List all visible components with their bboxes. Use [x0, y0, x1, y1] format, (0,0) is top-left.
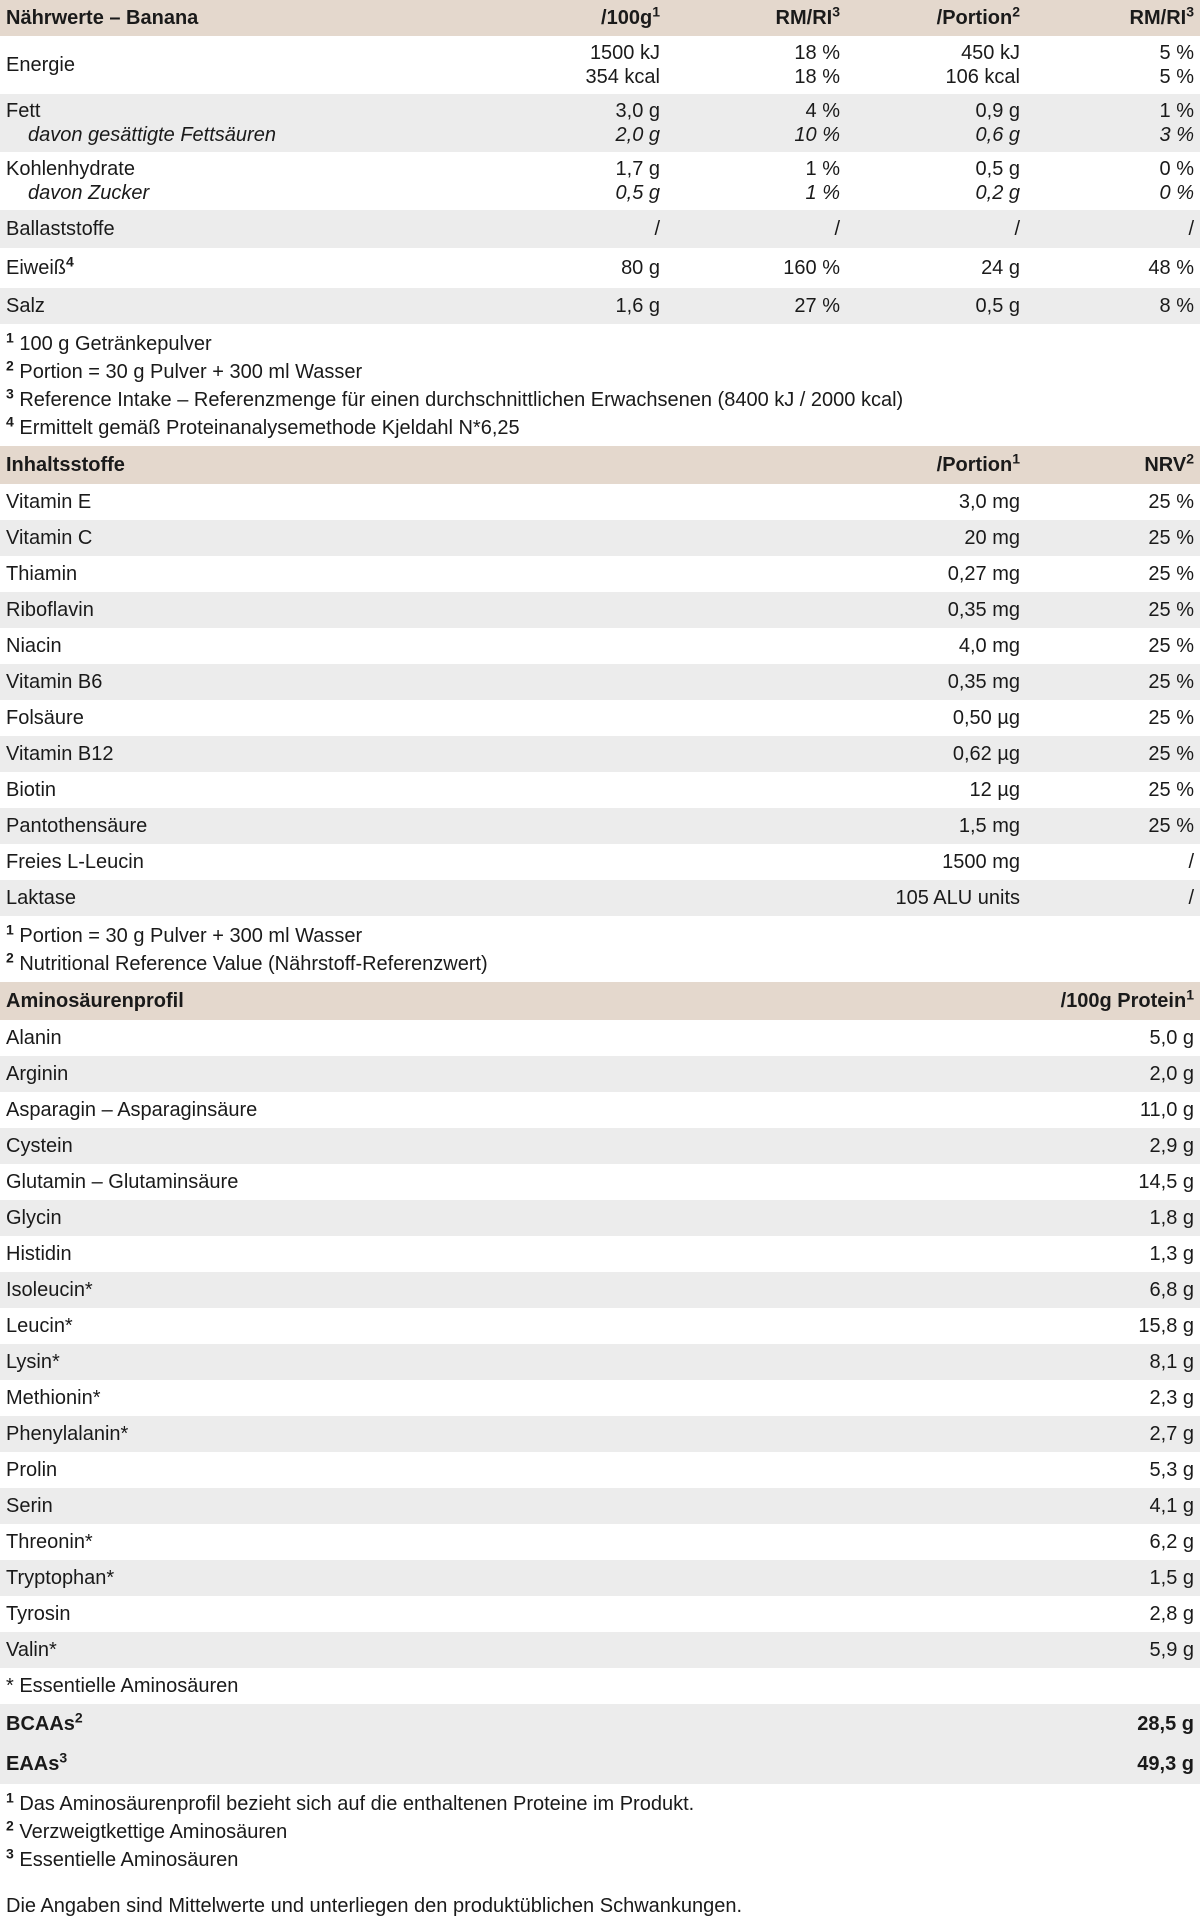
table-row — [0, 736, 1200, 772]
amino-footnotes — [0, 1784, 1200, 1878]
table-row — [0, 1596, 1200, 1632]
amino-value: 6,8 g — [1149, 1278, 1194, 1301]
amino-name: Isoleucin* — [6, 1278, 93, 1301]
amino-acid-table — [0, 982, 1200, 1784]
ingredient-nrv: / — [1188, 886, 1194, 909]
amino-header-row — [0, 982, 1200, 1020]
table-row — [0, 1200, 1200, 1236]
amino-value: 15,8 g — [1138, 1314, 1194, 1337]
col-nrv: NRV$^2$ — [1144, 449, 1194, 476]
table-row — [0, 556, 1200, 592]
ingredient-name: Riboflavin — [6, 598, 94, 621]
cell-value: 5 % 5 % — [1159, 42, 1194, 88]
ingredient-nrv: 25 % — [1148, 598, 1194, 621]
cell-value: 3,0 g 2,0 g — [615, 100, 660, 146]
cell-value: 0 % 0 % — [1159, 158, 1194, 204]
ingredient-portion: 0,62 µg — [952, 742, 1020, 765]
table-row — [0, 1344, 1200, 1380]
amino-value: 1,3 g — [1149, 1242, 1194, 1265]
ingredients-body — [0, 484, 1200, 916]
amino-name: Tyrosin — [6, 1602, 71, 1625]
nutrition-table — [0, 0, 1200, 324]
row-label-salz: Salz — [6, 294, 45, 317]
ingredient-nrv: 25 % — [1148, 526, 1194, 549]
ingredient-name: Biotin — [6, 778, 57, 801]
table-row — [0, 94, 1200, 152]
ingredient-portion: 3,0 mg — [958, 490, 1020, 513]
footnote: $^2$ Portion = 30 g Pulver + 300 ml Wasser — [6, 357, 363, 383]
table-row — [0, 1308, 1200, 1344]
cell-value: 0,9 g 0,6 g — [975, 100, 1020, 146]
cell-value: / — [1014, 217, 1020, 240]
bcaa-value: 28,5 g — [1137, 1712, 1194, 1735]
ingredient-portion: 105 ALU units — [895, 886, 1020, 909]
cell-value: 4 % 10 % — [794, 100, 840, 146]
table-row — [0, 288, 1200, 324]
table-row — [0, 844, 1200, 880]
bcaa-row — [0, 1704, 1200, 1744]
ingredient-nrv: 25 % — [1148, 706, 1194, 729]
amino-name: Leucin* — [6, 1314, 73, 1337]
footnote: $^1$ Das Aminosäurenprofil bezieht sich auf die enthaltenen Proteine im Produkt. — [6, 1789, 695, 1815]
ingredient-name: Niacin — [6, 634, 62, 657]
ingredient-nrv: / — [1188, 850, 1194, 873]
amino-value: 2,0 g — [1149, 1062, 1194, 1085]
nutrition-title: Nährwerte – Banana — [6, 6, 199, 29]
table-row — [0, 484, 1200, 520]
footnote: $^1$ Portion = 30 g Pulver + 300 ml Wasser — [6, 921, 363, 947]
table-row — [0, 248, 1200, 288]
ingredients-header-row — [0, 446, 1200, 484]
ingredient-portion: 0,27 mg — [947, 562, 1020, 585]
table-row — [0, 152, 1200, 210]
table-row — [0, 1380, 1200, 1416]
ingredients-table — [0, 446, 1200, 916]
amino-name: Arginin — [6, 1062, 69, 1085]
amino-name: Lysin* — [6, 1350, 60, 1373]
nutrition-footnotes — [0, 324, 1200, 446]
row-label-fett: Fett davon gesättigte Fettsäuren — [6, 100, 276, 146]
cell-value: 0,5 g — [975, 294, 1020, 317]
col-per-100g-protein: /100g Protein$^1$ — [1060, 985, 1194, 1012]
table-row — [0, 772, 1200, 808]
eaa-label: EAAs$^3$ — [6, 1748, 68, 1775]
amino-value: 5,9 g — [1149, 1638, 1194, 1661]
cell-value: 24 g — [981, 256, 1020, 279]
ingredient-name: Thiamin — [6, 562, 78, 585]
amino-value: 1,8 g — [1149, 1206, 1194, 1229]
footnote: $^2$ Nutritional Reference Value (Nährstoff-Referenzwert) — [6, 949, 488, 975]
footnote: $^3$ Reference Intake – Referenzmenge für einen durchschnittlichen Erwachsenen (8400 kJ / 2000 kcal) — [6, 385, 904, 411]
cell-value: 18 % 18 % — [794, 42, 840, 88]
ingredient-nrv: 25 % — [1148, 490, 1194, 513]
nutrition-header-row — [0, 0, 1200, 36]
ingredient-name: Vitamin B12 — [6, 742, 114, 765]
amino-value: 8,1 g — [1149, 1350, 1194, 1373]
ingredients-title: Inhaltsstoffe — [6, 453, 125, 476]
cell-value: 80 g — [621, 256, 660, 279]
cell-value: 0,5 g 0,2 g — [975, 158, 1020, 204]
ingredient-nrv: 25 % — [1148, 562, 1194, 585]
amino-value: 2,8 g — [1149, 1602, 1194, 1625]
table-row — [0, 664, 1200, 700]
amino-name: Alanin — [6, 1026, 62, 1049]
amino-name: Methionin* — [6, 1386, 101, 1409]
essential-note: * Essentielle Aminosäuren — [6, 1674, 239, 1697]
amino-name: Glycin — [6, 1206, 62, 1229]
amino-name: Tryptophan* — [6, 1566, 115, 1589]
amino-name: Histidin — [6, 1242, 72, 1265]
table-row — [0, 1452, 1200, 1488]
footnote: $^1$ 100 g Getränkepulver — [6, 329, 212, 355]
ingredient-name: Vitamin E — [6, 490, 92, 513]
row-label-ballaststoffe: Ballaststoffe — [6, 217, 115, 240]
cell-value: 1,7 g 0,5 g — [615, 158, 660, 204]
table-row — [0, 1164, 1200, 1200]
amino-name: Valin* — [6, 1638, 57, 1661]
ingredient-portion: 12 µg — [969, 778, 1020, 801]
ingredient-name: Freies L-Leucin — [6, 850, 144, 873]
ingredient-portion: 1500 mg — [942, 850, 1020, 873]
cell-value: 48 % — [1148, 256, 1194, 279]
amino-name: Glutamin – Glutaminsäure — [6, 1170, 239, 1193]
amino-value: 14,5 g — [1138, 1170, 1194, 1193]
eaa-row — [0, 1744, 1200, 1784]
amino-value: 5,3 g — [1149, 1458, 1194, 1481]
table-row — [0, 36, 1200, 94]
cell-value: / — [834, 217, 840, 240]
amino-title: Aminosäurenprofil — [6, 989, 184, 1012]
ingredient-name: Vitamin C — [6, 526, 93, 549]
col-per-portion: /Portion$^1$ — [936, 449, 1020, 476]
ingredients-footnotes — [0, 916, 1200, 982]
amino-name: Cystein — [6, 1134, 73, 1157]
amino-value: 1,5 g — [1149, 1566, 1194, 1589]
table-row — [0, 1128, 1200, 1164]
table-row — [0, 880, 1200, 916]
table-row — [0, 1488, 1200, 1524]
cell-value: 27 % — [794, 294, 840, 317]
ingredient-name: Laktase — [6, 886, 77, 909]
table-row — [0, 210, 1200, 248]
ingredient-nrv: 25 % — [1148, 634, 1194, 657]
table-row — [0, 808, 1200, 844]
footnote: $^4$ Ermittelt gemäß Proteinanalysemethode Kjeldahl N*6,25 — [6, 413, 520, 439]
essential-note-row — [0, 1668, 1200, 1704]
amino-value: 11,0 g — [1139, 1098, 1194, 1121]
cell-value: / — [654, 217, 660, 240]
table-row — [0, 700, 1200, 736]
table-row — [0, 1236, 1200, 1272]
disclaimer: Die Angaben sind Mittelwerte und unterliegen den produktüblichen Schwankungen. — [6, 1895, 743, 1917]
ingredient-portion: 1,5 mg — [958, 814, 1020, 837]
cell-value: 1 % 3 % — [1159, 100, 1194, 146]
amino-name: Asparagin – Asparaginsäure — [6, 1098, 258, 1121]
table-row — [0, 1524, 1200, 1560]
table-row — [0, 1632, 1200, 1668]
bcaa-label: BCAAs$^2$ — [6, 1708, 83, 1735]
ingredient-portion: 20 mg — [964, 526, 1020, 549]
table-row — [0, 592, 1200, 628]
amino-value: 2,9 g — [1149, 1134, 1194, 1157]
ingredient-portion: 4,0 mg — [958, 634, 1020, 657]
table-row — [0, 1560, 1200, 1596]
row-label-energie: Energie — [6, 53, 75, 76]
amino-value: 6,2 g — [1149, 1530, 1194, 1553]
amino-name: Prolin — [6, 1458, 58, 1481]
amino-value: 4,1 g — [1149, 1494, 1194, 1517]
amino-name: Threonin* — [6, 1530, 93, 1553]
ingredient-portion: 0,35 mg — [947, 598, 1020, 621]
table-row — [0, 1272, 1200, 1308]
col-rm-ri-portion: $RM/RI^3$ — [1129, 2, 1194, 29]
footnote: $^3$ Essentielle Aminosäuren — [6, 1845, 239, 1871]
col-per-100g: $/100g^1$ — [601, 2, 660, 29]
ingredient-name: Vitamin B6 — [6, 670, 103, 693]
ingredient-portion: 0,35 mg — [947, 670, 1020, 693]
amino-name: Phenylalanin* — [6, 1422, 129, 1445]
cell-value: 8 % — [1159, 294, 1194, 317]
table-row — [0, 1056, 1200, 1092]
row-label-kohlenhydrate: Kohlenhydrate davon Zucker — [6, 158, 150, 204]
amino-body — [0, 1020, 1200, 1668]
ingredient-name: Folsäure — [6, 706, 84, 729]
row-label-eiweiss: Eiweiß$^4$ — [6, 252, 74, 279]
col-rm-ri-100g: $RM/RI^3$ — [775, 2, 840, 29]
footnote: $^2$ Verzweigtkettige Aminosäuren — [6, 1817, 288, 1843]
ingredient-nrv: 25 % — [1148, 814, 1194, 837]
ingredient-nrv: 25 % — [1148, 778, 1194, 801]
ingredient-portion: 0,50 µg — [952, 706, 1020, 729]
cell-value: 160 % — [783, 256, 840, 279]
ingredient-nrv: 25 % — [1148, 742, 1194, 765]
table-row — [0, 1020, 1200, 1056]
cell-value: 1 % 1 % — [805, 158, 840, 204]
table-row — [0, 628, 1200, 664]
eaa-value: 49,3 g — [1137, 1752, 1194, 1775]
table-row — [0, 1092, 1200, 1128]
ingredient-nrv: 25 % — [1148, 670, 1194, 693]
col-per-portion: /Portion$^2$ — [936, 2, 1020, 29]
amino-value: 5,0 g — [1149, 1026, 1194, 1049]
cell-value: 1500 kJ 354 kcal — [585, 42, 660, 88]
cell-value: 1,6 g — [615, 294, 660, 317]
amino-name: Serin — [6, 1494, 53, 1517]
cell-value: / — [1188, 217, 1194, 240]
amino-value: 2,3 g — [1149, 1386, 1194, 1409]
table-row — [0, 1416, 1200, 1452]
table-row — [0, 520, 1200, 556]
amino-value: 2,7 g — [1149, 1422, 1194, 1445]
cell-value: 450 kJ 106 kcal — [945, 42, 1020, 88]
ingredient-name: Pantothensäure — [6, 814, 148, 837]
